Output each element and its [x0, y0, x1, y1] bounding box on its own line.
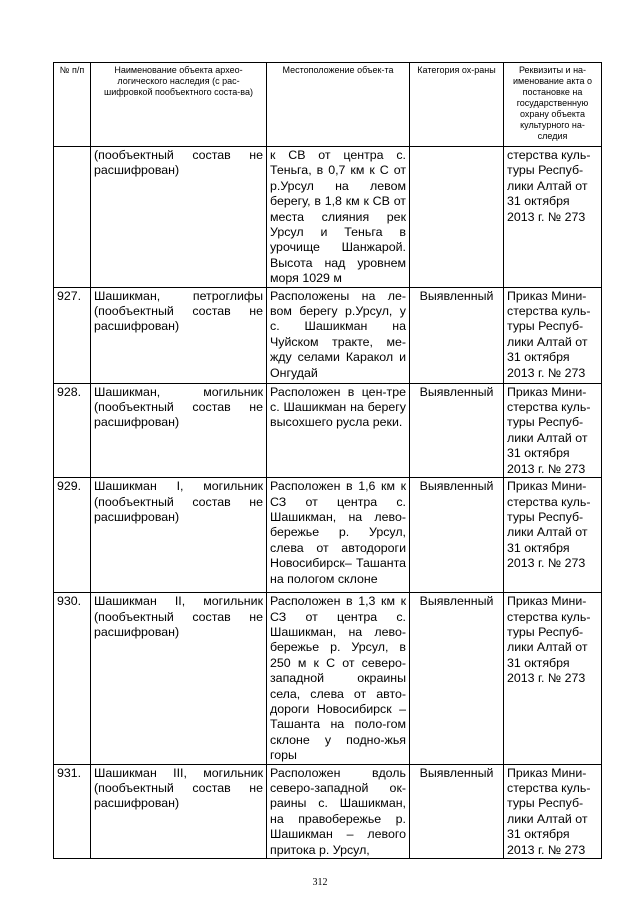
table-header-row — [54, 63, 602, 147]
row-category: Выявленный — [410, 593, 504, 764]
row-location: Расположен вдоль северо-западной ок-раины с. Шашикман, на правобережье р. Шашикман – левого притока р. Урсул, — [267, 764, 410, 858]
row-category: Выявленный — [410, 383, 504, 477]
header-number: № п/п — [54, 63, 91, 147]
row-object-name: Шашикман, могильник (пообъектный состав не расшифрован) — [91, 383, 267, 477]
row-object-name: Шашикман II, могильник (пообъектный состав не расшифрован) — [91, 593, 267, 764]
table-row — [54, 593, 602, 764]
row-act: Приказ Мини-стерства куль-туры Респуб-лики Алтай от 31 октября 2013 г. № 273 — [504, 764, 602, 858]
row-location: Расположены на ле-вом берегу р.Урсул, у с. Шашикман на Чуйском тракте, ме-жду селами Каракол и Онгудай — [267, 287, 410, 383]
row-category: Выявленный — [410, 478, 504, 593]
header-act-details: Реквизиты и на-именование акта о постановке на государственную охрану объекта культурного на-следия — [504, 63, 602, 147]
row-object-name: Шашикман I, могильник (пообъектный состав не расшифрован) — [91, 478, 267, 593]
header-protection-category: Категория ох-раны — [410, 63, 504, 147]
row-act: стерства куль-туры Респуб-лики Алтай от 31 октября 2013 г. № 273 — [504, 147, 602, 288]
row-number: 930. — [54, 593, 91, 764]
table-row — [54, 147, 602, 288]
row-act: Приказ Мини-стерства куль-туры Респуб-лики Алтай от 31 октября 2013 г. № 273 — [504, 287, 602, 383]
row-number: 929. — [54, 478, 91, 593]
row-number: 928. — [54, 383, 91, 477]
row-location: Расположен в 1,6 км к СЗ от центра с. Шашикман, на лево-бережье р. Урсул, слева от автодороги Новосибирск– Ташанта на пологом склоне — [267, 478, 410, 593]
table-row — [54, 287, 602, 383]
row-object-name: Шашикман, петроглифы (пообъектный состав не расшифрован) — [91, 287, 267, 383]
row-location: Расположен в 1,3 км к СЗ от центра с. Шашикман, на лево-бережье р. Урсул, в 250 м к С от северо-западной окраины села, слева от авто-дороги Новосибирск –Ташанта на поло-гом склоне у подно-жья горы — [267, 593, 410, 764]
header-location: Местоположение объек-та — [267, 63, 410, 147]
row-category: Выявленный — [410, 764, 504, 858]
table-row — [54, 383, 602, 477]
row-number: 927. — [54, 287, 91, 383]
row-number — [54, 147, 91, 288]
row-act: Приказ Мини-стерства куль-туры Респуб-лики Алтай от 31 октября 2013 г. № 273 — [504, 593, 602, 764]
header-object-name: Наименование объекта архео-логического наследия (с рас-шифровкой пообъектного соста-ва) — [91, 63, 267, 147]
row-category: Выявленный — [410, 287, 504, 383]
row-act: Приказ Мини-стерства куль-туры Респуб-лики Алтай от 31 октября 2013 г. № 273 — [504, 383, 602, 477]
row-number: 931. — [54, 764, 91, 858]
row-location: Расположен в цен-тре с. Шашикман на берегу высохшего русла реки. — [267, 383, 410, 477]
row-act: Приказ Мини-стерства куль-туры Респуб-лики Алтай от 31 октября 2013 г. № 273 — [504, 478, 602, 593]
row-location: к СВ от центра с. Теньга, в 0,7 км к С от р.Урсул на левом берегу, в 1,8 км к СВ от места слияния рек Урсул и Теньга в урочище Шанжарой. Высота над уровнем моря 1029 м — [267, 147, 410, 288]
row-object-name: Шашикман III, могильник (пообъектный состав не расшифрован) — [91, 764, 267, 858]
table-row — [54, 478, 602, 593]
row-category — [410, 147, 504, 288]
heritage-register-table — [53, 62, 602, 859]
table-row — [54, 764, 602, 858]
row-object-name: (пообъектный состав не расшифрован) — [91, 147, 267, 288]
page-number: 312 — [312, 877, 328, 888]
